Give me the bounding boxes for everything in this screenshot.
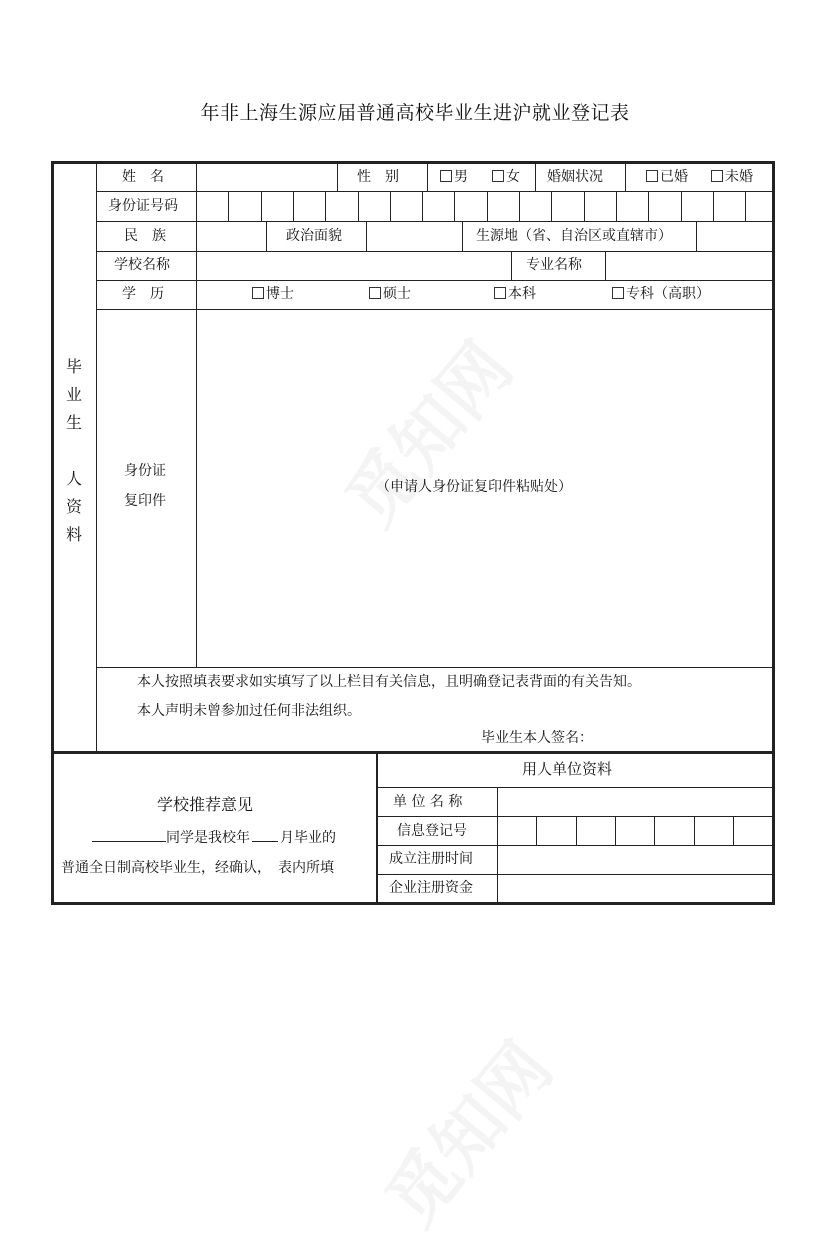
id-copy-label-1: 身份证 bbox=[124, 463, 166, 479]
row-line bbox=[96, 309, 773, 310]
id-cell-divider bbox=[454, 191, 455, 221]
checkbox-icon bbox=[440, 170, 452, 182]
employer-name-label: 单 位 名 称 bbox=[393, 794, 463, 810]
id-cell-divider bbox=[681, 191, 682, 221]
form-title: 年非上海生源应届普通高校毕业生进沪就业登记表 bbox=[200, 102, 630, 124]
id-copy-placeholder[interactable]: （申请人身份证复印件粘贴处） bbox=[376, 479, 572, 495]
declaration-line-1: 本人按照填表要求如实填写了以上栏目有关信息，且明确登记表背面的有关告知。 bbox=[137, 674, 641, 690]
gender-label: 性 别 bbox=[357, 169, 399, 185]
cell-line bbox=[696, 221, 697, 251]
name-field[interactable] bbox=[198, 164, 336, 190]
row-line bbox=[377, 845, 773, 846]
education-option-bachelor[interactable]: 本科 bbox=[494, 287, 536, 301]
watermark bbox=[319, 318, 531, 544]
id-cell-divider bbox=[584, 191, 585, 221]
frame-bottom bbox=[51, 902, 775, 905]
registration-cell-divider bbox=[536, 816, 537, 845]
checkbox-icon bbox=[612, 287, 624, 299]
cell-line bbox=[535, 163, 536, 191]
id-cell-divider bbox=[358, 191, 359, 221]
id-number-label: 身份证号码 bbox=[108, 198, 178, 214]
info-registration-label: 信息登记号 bbox=[397, 823, 467, 839]
id-cell-divider bbox=[261, 191, 262, 221]
row-line bbox=[377, 787, 773, 788]
checkbox-icon bbox=[494, 287, 506, 299]
checkbox-icon bbox=[369, 287, 381, 299]
id-cell-divider bbox=[487, 191, 488, 221]
id-number-field[interactable] bbox=[198, 193, 772, 220]
name-label: 姓 名 bbox=[122, 169, 164, 185]
political-status-label: 政治面貌 bbox=[286, 228, 342, 244]
cell-line bbox=[337, 163, 338, 191]
cell-line bbox=[462, 221, 463, 251]
registration-cell-divider bbox=[615, 816, 616, 845]
signature-label[interactable]: 毕业生本人签名： bbox=[481, 730, 593, 746]
id-cell-divider bbox=[422, 191, 423, 221]
side-label: 毕 业 生 人 资 料 bbox=[65, 357, 82, 544]
cell-line bbox=[605, 251, 606, 280]
frame-right bbox=[772, 161, 775, 905]
major-label: 专业名称 bbox=[526, 257, 582, 273]
registration-cell-divider bbox=[694, 816, 695, 845]
founding-date-label: 成立注册时间 bbox=[389, 851, 473, 867]
row-line bbox=[96, 251, 773, 252]
row-line bbox=[377, 816, 773, 817]
id-cell-divider bbox=[228, 191, 229, 221]
education-option-phd[interactable]: 博士 bbox=[252, 287, 294, 301]
row-line bbox=[96, 667, 773, 668]
label-column-line bbox=[196, 163, 197, 667]
section-divider bbox=[51, 751, 775, 754]
registration-cell-divider bbox=[576, 816, 577, 845]
education-option-master[interactable]: 硕士 bbox=[369, 287, 411, 301]
id-cell-divider bbox=[648, 191, 649, 221]
id-cell-divider bbox=[713, 191, 714, 221]
row-line bbox=[96, 191, 773, 192]
cell-line bbox=[366, 221, 367, 251]
id-cell-divider bbox=[616, 191, 617, 221]
education-label: 学 历 bbox=[122, 286, 164, 302]
id-cell-divider bbox=[745, 191, 746, 221]
origin-label: 生源地（省、自治区或直辖市） bbox=[476, 228, 672, 244]
school-line-2: 普通全日制高校毕业生，经确认， 表内所填 bbox=[61, 860, 334, 876]
id-cell-divider bbox=[293, 191, 294, 221]
school-line-1: 同学是我校年 月毕业的 bbox=[92, 829, 336, 845]
cell-line bbox=[497, 787, 498, 902]
registered-capital-label: 企业注册资金 bbox=[389, 880, 473, 896]
checkbox-icon bbox=[646, 170, 658, 182]
employer-heading: 用人单位资料 bbox=[522, 760, 613, 778]
gender-female-option[interactable]: 女 bbox=[492, 170, 520, 184]
married-option[interactable]: 已婚 bbox=[646, 170, 688, 184]
watermark bbox=[359, 1018, 571, 1243]
checkbox-icon bbox=[711, 170, 723, 182]
marital-label: 婚姻状况 bbox=[547, 169, 603, 185]
frame-top bbox=[51, 161, 775, 164]
cell-line bbox=[266, 221, 267, 251]
school-name-label: 学校名称 bbox=[114, 257, 170, 273]
row-line bbox=[96, 221, 773, 222]
row-line bbox=[377, 874, 773, 875]
gender-male-option[interactable]: 男 bbox=[440, 170, 468, 184]
cell-line bbox=[511, 251, 512, 280]
unmarried-option[interactable]: 未婚 bbox=[711, 170, 753, 184]
checkbox-icon bbox=[492, 170, 504, 182]
row-line bbox=[96, 280, 773, 281]
checkbox-icon bbox=[252, 287, 264, 299]
cell-line bbox=[625, 163, 626, 191]
education-option-college[interactable]: 专科（高职） bbox=[612, 287, 710, 301]
frame-left bbox=[51, 161, 54, 905]
id-cell-divider bbox=[390, 191, 391, 221]
ethnicity-label: 民 族 bbox=[124, 228, 166, 244]
registration-cell-divider bbox=[654, 816, 655, 845]
cell-line bbox=[427, 163, 428, 191]
id-copy-label-2: 复印件 bbox=[124, 493, 166, 509]
id-cell-divider bbox=[551, 191, 552, 221]
id-cell-divider bbox=[519, 191, 520, 221]
registration-cell-divider bbox=[733, 816, 734, 845]
declaration-line-2: 本人声明未曾参加过任何非法组织。 bbox=[137, 703, 361, 719]
bottom-divider bbox=[376, 753, 378, 903]
id-cell-divider bbox=[325, 191, 326, 221]
school-recommendation-heading: 学校推荐意见 bbox=[157, 795, 254, 814]
